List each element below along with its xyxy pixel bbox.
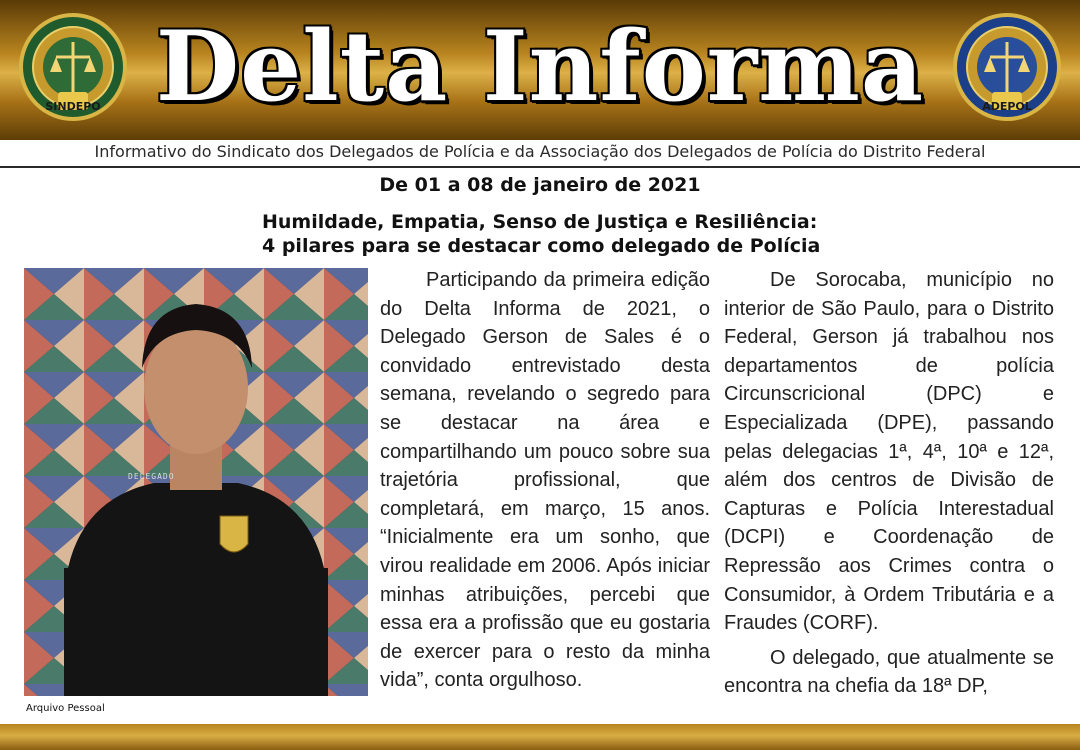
issue-date: De 01 a 08 de janeiro de 2021 xyxy=(379,174,701,196)
article-headline xyxy=(262,210,882,258)
portrait-image xyxy=(24,268,368,696)
shirt-label: DELEGADO xyxy=(128,472,175,481)
masthead xyxy=(0,0,1080,140)
adepol-seal xyxy=(952,12,1062,122)
footer-bar xyxy=(0,724,1080,750)
article-column-2 xyxy=(724,266,1054,701)
subtitle-bar xyxy=(0,140,1080,168)
adepol-label: ADEPOL xyxy=(982,100,1032,113)
photo-caption: Arquivo Pessoal xyxy=(26,703,105,714)
newsletter-subtitle: Informativo do Sindicato dos Delegados de Polícia e da Associação dos Delegados de Polícia do Distrito Federal xyxy=(94,142,986,161)
article-column-1 xyxy=(380,266,710,695)
newsletter-title: Delta Informa xyxy=(155,10,925,123)
sindepo-label: SINDEPO xyxy=(45,100,101,113)
article-photo xyxy=(24,268,368,696)
paragraph: Participando da primeira edição do Delta Informa de 2021, o Delegado Gerson de Sales é o convidado entrevistado desta semana, revelando o segredo para se destacar na área e compartilhando um pouco sobre sua trajetória profissional, que completará, em março, 15 anos. “Inicialmente era um sonho, que virou realidade em 2006. Após iniciar minhas atribuições, percebi que essa era a profissão que eu gostaria de exercer para o resto da minha vida”, conta orgulhoso. xyxy=(380,269,710,692)
paragraph: O delegado, que atualmente se encontra na chefia da 18ª DP, xyxy=(724,646,1054,698)
headline-line-1: Humildade, Empatia, Senso de Justiça e Resiliência: xyxy=(262,211,818,233)
headline-line-2: 4 pilares para se destacar como delegado de Polícia xyxy=(262,235,821,257)
paragraph: De Sorocaba, município no interior de São Paulo, para o Distrito Federal, Gerson já trabalhou nos departamentos de polícia Circunscricional (DPC) e Especializada (DPE), passando pelas delegacias 1ª, 4ª, 10ª e 12ª, além dos centros de Divisão de Capturas e Polícia Interestadual (DCPI) e Coordenação de Repressão aos Crimes contra o Consumidor, à Ordem Tributária e a Fraudes (CORF). xyxy=(724,269,1054,635)
